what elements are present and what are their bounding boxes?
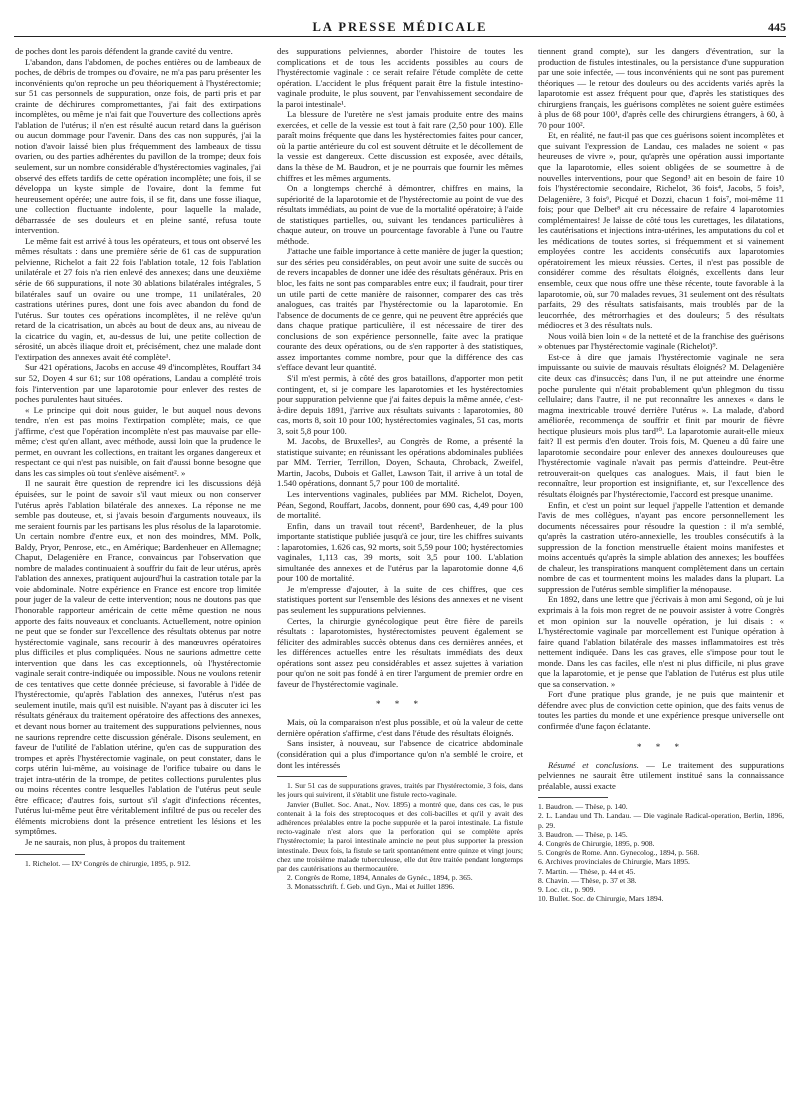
paragraph: M. Jacobs, de Bruxelles², au Congrès de Rome, a présenté la statistique suivante; en réunissant les opérations abdominales publiées par MM. Terrier, Terrillon, Doyen, Schauta, Chroback, Zweifel, Martin, Jacobs, Dubois et Gallet, Lawson Tait, il arrive à un total de 1.540 opérations, donnant 5,7 pour 100 de mortalité. [277, 436, 523, 489]
paragraph: Mais, où la comparaison n'est plus possible, et où la valeur de cette dernière opération s'affirme, c'est dans l'étude des résultats éloignés. [277, 717, 523, 738]
paragraph: S'il m'est permis, à côté des gros bataillons, d'apporter mon petit contingent, et, si je compare les laparotomies et les hystérectomies pour suppuration pelvienne que j'ai faites depuis la même année, c'est-à-dire depuis 1891, j'arrive aux résultats suivants : laparotomies, 80 cas, morts 8, soit 10 pour 100; hystérectomies vaginales, 51 cas, morts 3, soit 5,8 pour 100. [277, 372, 523, 436]
conclusion-heading: Résumé et conclusions. [548, 759, 639, 770]
header-rule [14, 36, 786, 37]
footnote: 1. Sur 51 cas de suppurations graves, traités par l'hystérectomie, 3 fois, dans les jours qui suivirent, il s'établit une fistule recto-vaginale. [277, 781, 523, 800]
column-left [15, 46, 261, 868]
page-header [14, 18, 786, 36]
paragraph: On a longtemps cherché à démontrer, chiffres en mains, la supériorité de la laparotomie et de l'hystérectomie au point de vue des résultats immédiats, au point de vue de la mortalité opératoire; à l'aide de statistiques partielles, ou, suivant les tendances particulières à chaque auteur, on trouve un pourcentage favorable à l'une ou l'autre méthode. [277, 183, 523, 246]
reference-item: 9. Loc. cit., p. 909. [538, 885, 596, 895]
journal-title: LA PRESSE MÉDICALE [312, 20, 488, 34]
footnote-rule [15, 854, 85, 855]
column-middle [277, 46, 523, 892]
reference-item: 10. Bullet. Soc. de Chirurgie, Mars 1894. [538, 894, 664, 904]
paragraph: Certes, la chirurgie gynécologique peut être fière de pareils résultats : laparotomistes, hystérectomistes peuvent également se féliciter des admirables succès obtenus dans ces dernières années, et les différences actuelles entre les résultats immédiats des deux opérations sont assez peu considérables et assez sujettes à variation pour qu'on ne soit pas fondé à en tirer l'argument de premier ordre en faveur de l'hystérectomie vaginale. [277, 615, 523, 689]
paragraph: Il ne saurait être question de reprendre ici les discussions déjà épuisées, sur le point de savoir s'il vaut mieux ou non conserver l'utérus après l'ablation bilatérale des annexes. La réponse ne me semble pas douteuse, et, si j'avais besoin d'arguments nouveaux, ils me seraient fournis par les partisans les plus résolus de la laparotomie. Un certain nombre d'entre eux, et non des moindres, MM. Polk, Baldy, Pryor, Penrose, etc., en Amérique; Bardenheuer en Allemagne; Chaput, Delagenière en France, convaincus par l'observation que nombre de malades continuaient à souffrir du fait de leur utérus, après l'ablation des annexes, pratiquent aujourd'hui la castration totale par la voie abdominale. Notre expérience en France est encore trop limitée pour juger de la valeur de cette intervention; nous ne doutons pas que l'honorable rapporteur américain de cette même question ne nous apporte des faits nouveaux et concluants. Actuellement, notre opinion ne peut que se fonder sur l'excellence des résultats obtenus par notre hystérectomie vaginale, sans recourir à des manœuvres opératoires plus difficiles et plus compliquées. Nous ne saurions admettre cette intervention que dans les cas exceptionnels, où l'hystérectomie vaginale serait contre-indiquée ou impossible. Nous ne voulons retenir de ces tentatives que cette donnée précieuse, si favorable à l'idée de l'hystérectomie, qu'après l'ablation des annexes, l'utérus n'est pas seulement inutile, mais qu'il est nuisible. N'ayant pas à discuter ici les résultats généraux du traitement opératoire des affections des annexes, et devant nous borner au traitement des suppurations pelviennes, nous ne saurions reprendre cette discussion générale. Disons seulement, en faveur de l'utilité de l'ablation utérine, qu'en cas de suppuration des trompes et après l'hystérectomie vaginale, on peut constater, dans le corps utérin lui-même, au voisinage de l'orifice tubaire ou dans le trajet intra-utérin de la trompe, de petites collections purulentes plus ou moins récentes contre lesquelles l'ablation de l'utérus peut seule être efficace; d'autres fois, surtout s'il s'agit d'infections récentes, l'utérus lui-même peut être véritablement infiltré de pus ou receler des éléments microbiens dont la présence entretient les lésions et les symptômes. [15, 478, 261, 837]
paragraph: Les interventions vaginales, publiées par MM. Richelot, Doyen, Péan, Segond, Rouffart, Jacobs, donnent, pour 690 cas, 4,49 pour 100 de mortalité. [277, 488, 523, 521]
reference-item: 5. Congrès de Rome. Ann. Gynecolog., 1894, p. 568. [538, 848, 700, 858]
page-number: 445 [768, 20, 786, 34]
paragraph: de poches dont les parois défendent la grande cavité du ventre. [15, 46, 233, 56]
paragraph: tiennent grand compte), sur les dangers d'éventration, sur la production de fistules intestinales, ou la persistance d'une suppuration par une soie infectée, — tous inconvénients qui ne sont pas purement théoriques — le retour des douleurs ou des accidents variés après la laparotomie est assez fréquent pour que, d'après les statistiques des chirurgiens français, les guérisons complètes ne soient guère estimées à plus de 68 pour 100¹, d'après celle des chirurgiens étrangers, à 60, à 70 pour 100². [538, 46, 784, 130]
reference-item: 3. Baudron. — Thèse, p. 145. [538, 829, 628, 839]
paragraph: La blessure de l'uretère ne s'est jamais produite entre des mains exercées, et celle de la vessie est tout à fait rare (2,50 pour 100). Elle paraît moins fréquente que dans les hystérectomies faites pour cancer, où la partie antérieure du col est souvent détruite et le décollement de la vessie est dangereux. Cette discussion est exposée, avec détails, dans la thèse de M. Baudron, et je ne pourrais que fournir les mêmes chiffres et les mêmes arguments. [277, 109, 523, 183]
footnote-rule [538, 797, 608, 798]
reference-item: 2. L. Landau und Th. Landau. — Die vaginale Radical-operation, Berlin, 1896, p. 29. [538, 811, 784, 830]
footnote-rule [277, 776, 347, 777]
paragraph: L'abandon, dans l'abdomen, de poches entières ou de lambeaux de poches, de débris de trompes ou d'ovaire, ne m'a pas paru présenter les inconvénients qu'on reproche un peu théoriquement à l'hystérectomie; sur 51 cas personnels de suppuration, onze fois, de parti pris et par crainte de déchirures compromettantes, j'ai fait des extirpations incomplètes, ou même je n'ai fait que l'ouverture des collections après l'ablation de l'utérus; il n'en est résulté aucun retard dans la guérison ou aucun dommage pour l'avenir. Dans des cas non suppurés, j'ai la notion d'avoir laissé bien plus fréquemment des lambeaux de tissu ovarien, ou des parties adhérentes du pavillon de la trompe; deux fois seulement, sur un nombre considérable d'hystérectomies vaginales, j'ai observé des effets tardifs de cette opération incomplète; une fois, il se développa un kyste simple de l'ovaire, dont la femme fut heureusement opérée; une autre fois, il se fit, dans une fosse iliaque, une collection fluctuante indolente, pour laquelle la malade, débarrassée de ses douleurs et en pleine santé, refusa toute intervention. [15, 56, 261, 236]
conclusion-text: — Le traitement des suppurations pelviennes ne saurait être utilement institué sans la connaissance préalable, aussi exacte [538, 759, 784, 791]
paragraph: Je ne saurais, non plus, à propos du traitement [25, 837, 186, 848]
reference-list [538, 802, 784, 903]
footnote: Janvier (Bullet. Soc. Anat., Nov. 1895) a montré que, dans ces cas, le pus contenait à la fois des streptocoques et des coli-bacilles et qu'il y avait des adhérences préalables entre la poche suppurée et la paroi intestinale. La fistule recto-vaginale n'est alors que la perforation qui se complète après l'hystérectomie; la paroi intestinale amincie ne peut plus supporter la pression intestinale. Deux fois, la fistule se tarit spontanément entre quinze et vingt jours; chez une troisième malade tuberculeuse, elle dut être traitée pendant longtemps par des cautérisations au thermocautère. [277, 799, 523, 873]
reference-item: 1. Baudron. — Thèse, p. 140. [538, 802, 628, 812]
paragraph: « Le principe qui doit nous guider, le but auquel nous devons tendre, n'en est pas moins l'extirpation complète; mais, ce que j'affirme, c'est que l'opération incomplète n'est pas mauvaise par elle-même; c'est qu'en allant, avec méthode, aussi loin que la prudence le permet, en ouvrant les collections, en traitant les organes dangereux et respectant ce qui n'est pas nuisible, on fait d'aussi bonne besogne que dans les cas simples où tout s'enlève aisément². » [15, 404, 261, 478]
paragraph: Est-ce à dire que jamais l'hystérectomie vaginale ne sera impuissante ou suivie de mauvais résultats éloignés? M. Delagenière cite deux cas d'insuccès; dans l'un, il ne put atteindre une énorme poche purulente qui n'était probablement qu'un phlegmon du tissu cellulaire; dans l'autre, il ne put reconnaître les annexes « dans le magma inextricable trouvé derrière l'utérus ». La malade, d'abord améliorée, recommença de souffrir et finit par mourir de fièvre hectique plusieurs mois plus tard¹⁰. La laparotomie aurait-elle mieux fait? Il est permis d'en douter. Trois fois, M. Queneu a dû faire une laparotomie secondaire pour enlever des annexes douloureuses que l'hystérectomie vaginale n'avait pas permis d'atteindre. Peut-être retrouverait-on quelques cas analogues. Mais, il faut bien le reconnaître, leur proportion est insignifiante, et, sur l'excellence des résultats éloignés par l'hystérectomie, l'accord est presque unanime. [538, 351, 784, 499]
paragraph: Je m'empresse d'ajouter, à la suite de ces chiffres, que ces statistiques portent sur l'ensemble des lésions des annexes et ne visent pas seulement les suppurations pelviennes. [277, 583, 523, 615]
footnote: 3. Monatsschrift. f. Geb. und Gyn., Mai et Juillet 1896. [287, 882, 455, 892]
paragraph: Nous voilà bien loin « de la netteté et de la franchise des guérisons » obtenues par l'hystérectomie vaginale (Richelot)⁹. [538, 330, 784, 352]
paragraph: Et, en réalité, ne faut-il pas que ces guérisons soient incomplètes et que suivant l'expression de Landau, ces malades ne soient « pas heureuses de vivre », pour, qu'après une opération aussi importante que la laparotomie, elles soient obligées de se soumettre à de nouvelles interventions, pour que Segond³ ait en besoin de faire 10 fois l'hystérectomie secondaire, Richelot, 36 fois⁴, Jacobs, 5 fois⁵, Delagenière, 3 fois⁶, Picqué et Dozzi, chacun 1 fois⁷, moi-même 11 fois; pour que Delbet⁸ ait cru nécessaire de refaire 4 laparotomies complémentaires! Je laisse de côté tous les curettages, les dilatations, les cautérisations et injections intra-utérines, les amputations du col et les médications de toutes sortes, si fréquemment et si vainement employées contre les accidents consécutifs aux laparotomies opératoirement les mieux réussies. Certes, il n'est pas possible de considérer comme des résultats éloignés, excellents dans leur ensemble, ceux que nous offre une thèse récente, toute favorable à la laparotomie, où, sur 70 malades revues, 31 seulement ont des résultats parfaits, 29 des résultats satisfaisants, mais troublés par de la leucorrhée, des métrorrhagies et des douleurs; 5 des résultats médiocres et 3 des résultats nuls. [538, 130, 784, 331]
reference-item: 8. Chavin. — Thèse, p. 37 et 38. [538, 875, 637, 885]
reference-item: 4. Congrès de Chirurgie, 1895, p. 908. [538, 839, 655, 848]
reference-item: 7. Martin. — Thèse, p. 44 et 45. [538, 866, 636, 876]
section-separator: * * * [637, 741, 685, 752]
paragraph: Le même fait est arrivé à tous les opérateurs, et tous ont observé les mêmes résultats : dans une première série de 61 cas de suppuration pelvienne, Richelot a fait 22 fois l'ablation totale, 12 fois l'ablation unilatérale et 27 fois n'a rien enlevé des annexes; dans une deuxième série de 66 suppurations, il note 30 ablations bilatérales intégrales, 5 bilatérales sauf un ovaire ou une trompe, 11 unilatérales, 20 castrations utérines pures, dont une fois avec abandon du fond de l'utérus. Sur toutes ces opérations incomplètes, il ne relève qu'un retard de la cicatrisation, un abcès au bout de deux ans, au niveau de la cicatrice du vagin, et, au-dessus de lui, une petite collection de sérosité, un abcès iliaque droit et, précisément, chez une malade dont l'extirpation des annexes avait été complète¹. [15, 235, 261, 362]
paragraph: Sur 421 opérations, Jacobs en accuse 49 d'incomplètes, Rouffart 34 sur 52, Doyen 4 sur 61; sur 108 opérations, Landau a complété trois fois l'intervention par une laparotomie pour enlever des restes de poches purulentes haut situées. [15, 362, 261, 405]
footnote: 1. Richelot. — IXᵉ Congrès de chirurgie, 1895, p. 912. [25, 858, 191, 868]
footnote: 2. Congrès de Rome, 1894, Annales de Gynéc., 1894, p. 365. [287, 873, 473, 883]
column-right [538, 46, 784, 903]
conclusion-paragraph [538, 760, 784, 792]
paragraph: Sans insister, à nouveau, sur l'absence de cicatrice abdominale (considération qui a plus d'importance qu'on n'a semblé le croire, et dont les intéressés [277, 738, 523, 770]
paragraph: des suppurations pelviennes, aborder l'histoire de toutes les complications et de tous les accidents possibles au cours de l'hystérectomie vaginale : ce serait refaire l'étude complète de cette opération. L'accident le plus fréquent parait être la fistule intestino-vaginale produite, le plus souvent, par l'envahissement secondaire de la paroi intestinale¹. [277, 46, 523, 109]
reference-item: 6. Archives provinciales de Chirurgie, Mars 1895. [538, 857, 690, 867]
paragraph: En 1892, dans une lettre que j'écrivais à mon ami Segond, où je lui exprimais à la fois mon regret de ne pouvoir assister à votre Congrès et mon opinion sur la nouvelle opération, je lui disais : « L'hystérectomie vaginale par morcellement est l'unique opération à faire quand l'ablation bilatérale des masses inflammatoires est très nettement indiquée. Dans les cas graves, elle s'impose pour tout le monde. Dans les cas faciles, elle n'est ni plus difficile, ni plus grave que la laparotomie, et je pense que l'ablation de l'utérus est plus utile que sa conservation. » [538, 594, 784, 689]
paragraph: Enfin, dans un travail tout récent³, Bardenheuer, de la plus importante statistique publiée jusqu'à ce jour, tire les chiffres suivants : laparotomies, 1.626 cas, 92 morts, soit 5,59 pour 100; hystérectomies vaginales, 1,113 cas, 39 morts, soit 3,5 pour 100. L'ablation simultanée des annexes et de l'utérus par la laparotomie donne 4,6 pour 100 de mortalité. [277, 520, 523, 584]
paragraph: Fort d'une pratique plus grande, je ne puis que maintenir et défendre avec plus de conviction cette opinion, que des faits venus de toutes les parties du monde et une expérience presque universelle ont confirmée d'une façon éclatante. [538, 689, 784, 731]
section-separator: * * * [376, 699, 424, 710]
paragraph: Enfin, et c'est un point sur lequel j'appelle l'attention et demande l'avis de mes collègues, n'ayant pas encore personnellement les documents nécessaires pour résoudre la question : il m'a semblé, qu'après la castration utéro-annexielle, les troubles consécutifs à la suppression de la fonction menstruelle étaient moins manifestes et moins accentués qu'après la simple ablation des annexes; les bouffées de chaleur, les transpirations manquent complètement dans un certain nombre de cas et tourmentent moins les malades dans la plupart. La suppression de l'utérus semble simplifier la ménopause. [538, 499, 784, 594]
paragraph: J'attache une faible importance à cette manière de juger la question; sur des séries peu considérables, on peut avoir une suite de succès ou de revers incapables de donner une idée des résultats généraux. Pris en bloc, les faits ne sont pas comparables entre eux; il faudrait, pour tirer un utile parti de cette manière de raisonner, comparer des cas très analogues, cas traités par l'hystérectomie ou la laparotomie. En l'absence de documents de ce genre, qui ne peuvent être appréciés que dans chaque pratique particulière, il est nécessaire de tirer des conclusions de son expérience personnelle, faite avec la pratique courante des deux opérations, ou de s'en rapporter à des statistiques, assez importantes comme nombre, pour que la différence des cas s'efface devant leur quantité. [277, 246, 523, 373]
